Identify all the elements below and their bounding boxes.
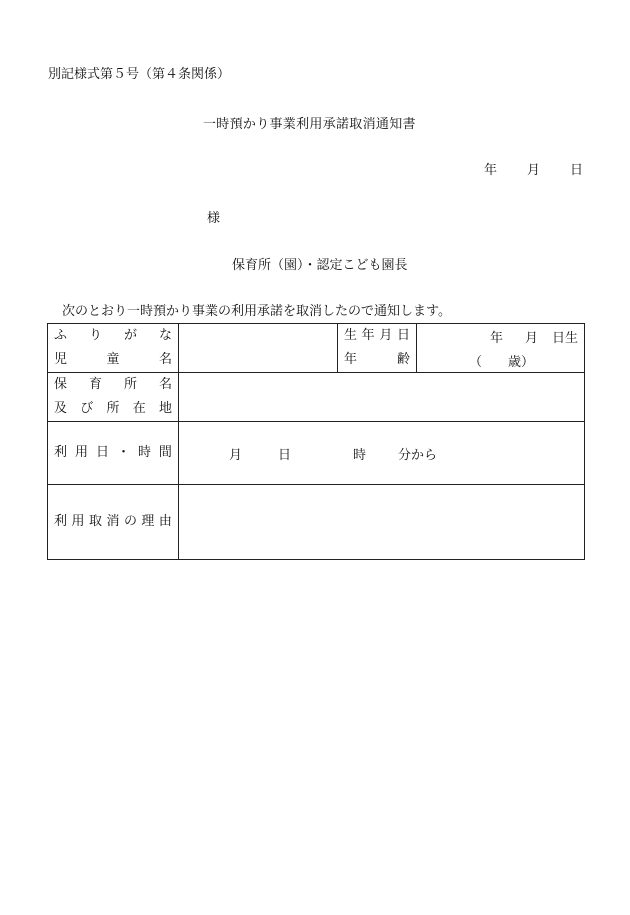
dob-age-label [338,324,417,373]
age-label: 年 齢 [344,352,410,367]
furigana-label: ふ り が な [54,328,172,343]
nursery-label [48,373,179,422]
dob-field: 年 月 日生 [489,330,578,346]
table-row-nursery [48,373,585,422]
issuer-title: 保育所（園）・認定こども園長 [232,258,408,273]
child-name-field[interactable] [179,324,338,373]
table-row-reason [48,485,585,560]
issue-date-day: 日 [570,163,584,178]
dob-age-field[interactable] [417,324,585,373]
usage-datetime-label: 利 用 日 ・ 時 間 [48,422,179,485]
usage-datetime-field[interactable]: 月 日 時 分から [179,422,585,485]
issue-date [484,164,583,177]
intro-text: 次のとおり一時預かり事業の利用承諾を取消したので通知します。 [62,304,451,319]
addressee-suffix: 様 [207,211,221,226]
table-row-datetime [48,422,585,485]
issue-date-month: 月 [527,163,541,178]
nursery-name-label: 保 育 所 名 [54,377,172,392]
dob-label: 生 年 月 日 [344,328,410,343]
form-number: 別記様式第５号（第４条関係） [48,67,231,82]
table-row-child [48,324,585,373]
notice-form-table [47,323,585,560]
nursery-field[interactable] [179,373,585,422]
issue-date-year: 年 [484,163,498,178]
document-title: 一時預かり事業利用承諾取消通知書 [203,117,416,132]
child-name-text: 児 童 名 [54,352,172,367]
cancellation-reason-field[interactable] [179,485,585,560]
cancellation-reason-label: 利 用 取 消 の 理 由 [48,485,179,560]
age-field: （ 歳） [469,354,535,370]
nursery-address-label: 及 び 所 在 地 [54,401,172,416]
child-name-label [48,324,179,373]
